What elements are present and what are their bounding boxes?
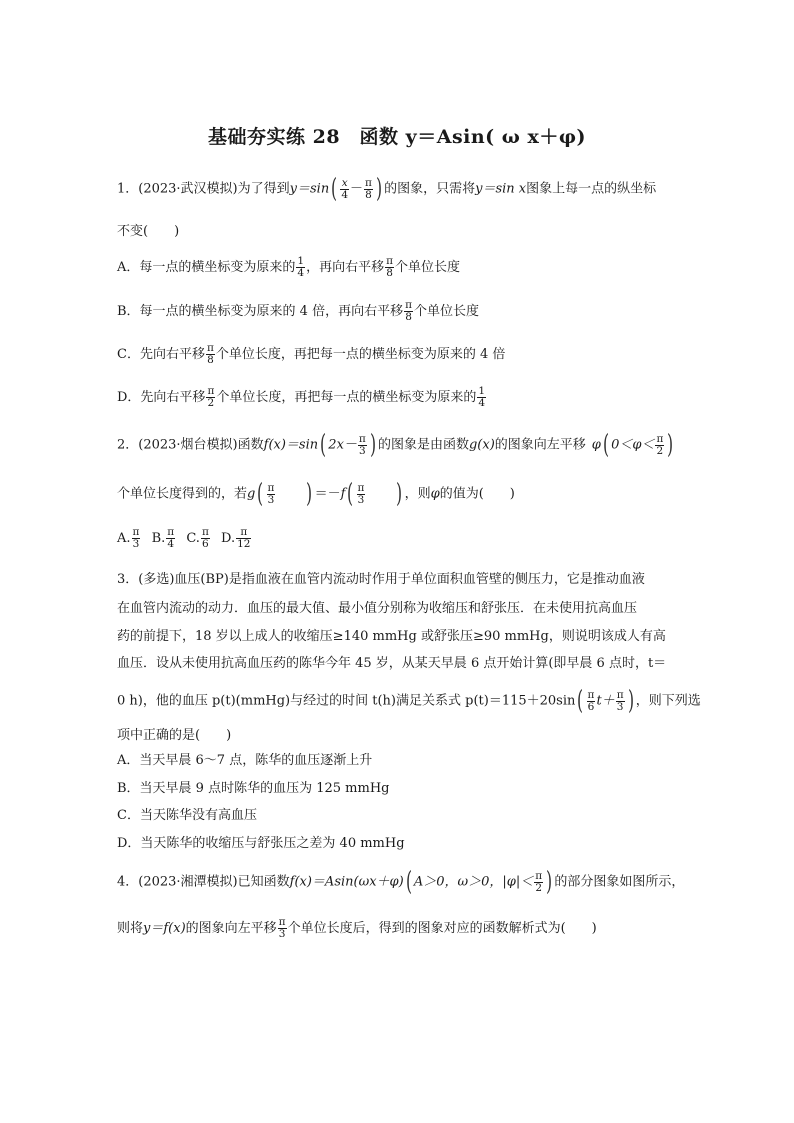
left-paren: (	[331, 174, 338, 204]
fraction: $\frac{\pi}{8}$	[365, 176, 372, 201]
q3-line5: 0 h)，他的血压 p(t)(mmHg)与经过的时间 t(h)满足关系式 p(t)＝115＋20sin( $\frac{\pi}{6}$ t＋ $\frac{\pi}{3}$ ) ，则下列选	[117, 686, 701, 716]
q1-option-c: C．先向右平移 $\frac{\pi}{8}$ 个单位长度，再把每一点的横坐标变为原来的 4 倍	[117, 342, 506, 366]
q1-option-d: D．先向右平移 $\frac{\pi}{2}$ 个单位长度，再把每一点的横坐标变为原来的 $\frac{1}{4}$	[117, 385, 486, 409]
q1-option-b: B．每一点的横坐标变为原来的 4 倍，再向右平移 $\frac{\pi}{8}$ 个单位长度	[117, 299, 480, 323]
q1-function: y＝sin	[289, 181, 330, 197]
fraction: $\frac{x}{4}$	[341, 176, 349, 201]
q4-stem-line1: 4．(2023·湘潭模拟)已知函数f(x)＝Asin(ωx＋φ)( A＞0，ω＞0，|φ|＜ $\frac{\pi}{2}$ ) 的部分图象如图所示，	[117, 867, 685, 897]
q3-option-c: C．当天陈华没有高血压	[117, 808, 257, 823]
q4-stem-line2: 则将y＝f(x)的图象向左平移 $\frac{\pi}{3}$ 个单位长度后，得到的图象对应的函数解析式为( )	[117, 916, 597, 940]
q1-stem-line2: 不变( )	[117, 224, 180, 239]
q3-option-a: A．当天早晨 6～7 点，陈华的血压逐渐上升	[117, 753, 373, 768]
right-paren: )	[375, 174, 383, 204]
q3-option-d: D．当天陈华的收缩压与舒张压之差为 40 mmHg	[117, 836, 405, 851]
q3-option-b: B．当天早晨 9 点时陈华的血压为 125 mmHg	[117, 781, 390, 796]
q1-stem-line1: 1．(2023·武汉模拟)为了得到y＝sin( $\frac{x}{4}$ － $\frac{\pi}{8}$ ) 的图象，只需将y＝sin x图象上每一点的纵坐标	[117, 174, 657, 204]
q3-line2: 在血管内流动的动力．血压的最大值、最小值分别称为收缩压和舒张压．在未使用抗高血压	[117, 601, 638, 616]
page-title: 基础夯实练 28 函数 y＝Asin( ω x＋φ)	[208, 126, 586, 148]
q3-line6: 项中正确的是( )	[117, 728, 232, 743]
q3-line3: 药的前提下，18 岁以上成人的收缩压≥140 mmHg 或舒张压≥90 mmHg，则说明该成人有高	[117, 629, 666, 644]
q3-line4: 血压．设从未使用抗高血压药的陈华今年 45 岁，从某天早晨 6 点开始计算(即早晨 6 点时，t＝	[117, 656, 667, 671]
q1-stem-text: 1．(2023·武汉模拟)为了得到	[117, 181, 290, 197]
q3-line1: 3．(多选)血压(BP)是指血液在血管内流动时作用于单位面积血管壁的侧压力，它是推动血液	[117, 572, 645, 587]
q1-option-a: A．每一点的横坐标变为原来的 $\frac{1}{4}$ ，再向右平移 $\frac{\pi}{8}$ 个单位长度	[117, 255, 461, 279]
q2-options: A. $\frac{\pi}{3}$ B. $\frac{\pi}{4}$ C. $\frac{\pi}{6}$ D. $\frac{\pi}{12}$	[117, 526, 251, 550]
q2-stem-line1: 2．(2023·烟台模拟)函数f(x)＝sin( 2x－ $\frac{\pi}{3}$ ) 的图象是由函数g(x)的图象向左平移 φ( 0＜φ＜ $\frac{\pi}{2}$ )	[117, 430, 674, 460]
q2-stem-line2: 个单位长度得到的，若g( $\frac{\pi}{3}$ ) ＝－f( $\frac{\pi}{3}$ ) ，则φ的值为( )	[117, 479, 515, 509]
